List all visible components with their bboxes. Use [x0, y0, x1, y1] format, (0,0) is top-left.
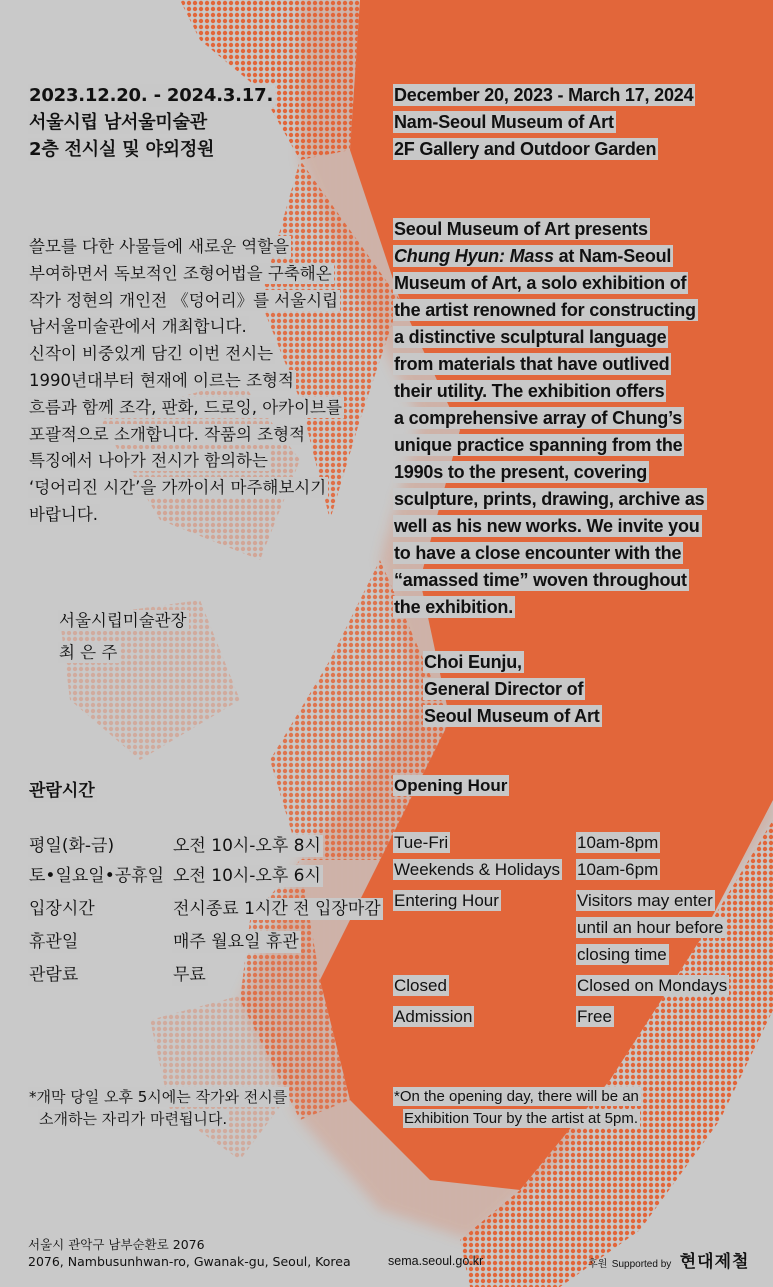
intro-ko-line: 포괄적으로 소개합니다. 작품의 조형적 [29, 424, 306, 444]
exhibition-title-italic: Chung Hyun: Mass [394, 246, 554, 266]
hours-label: 평일(화-금) [29, 836, 115, 856]
intro-en-line: to have a close encounter with the [394, 543, 682, 563]
hours-value: 매주 월요일 휴관 [173, 932, 299, 952]
hours-value: 오전 10시-오후 8시 [173, 836, 321, 856]
hours-value: Free [577, 1007, 612, 1026]
intro-en-line: from materials that have outlived [394, 354, 670, 374]
hours-title-en: Opening Hour [394, 776, 508, 795]
intro-en-line: unique practice spanning from the [394, 435, 683, 455]
intro-ko-line: 1990년대부터 현재에 이르는 조형적 [29, 370, 294, 390]
intro-en-line: the exhibition. [394, 597, 514, 617]
hours-title-ko: 관람시간 [29, 781, 95, 801]
intro-ko-line: 쓸모를 다한 사물들에 새로운 역할을 [29, 237, 290, 256]
sponsor-label-en: Supported by [611, 1259, 672, 1270]
hours-row [393, 829, 450, 856]
hours-label: 휴관일 [29, 932, 79, 952]
signature-org-en: Seoul Museum of Art [424, 706, 600, 726]
intro-en-line: the artist renowned for constructing [394, 300, 696, 320]
hours-row [393, 887, 501, 914]
intro-ko-line: ‘덩어리진 시간’을 가까이서 마주해보시기 [29, 478, 327, 498]
sponsor [588, 1247, 749, 1272]
signature-name-ko: 최 은 주 [59, 643, 118, 662]
intro-ko-line: 특징에서 나아가 전시가 함의하는 [29, 451, 268, 471]
hours-label: Tue-Fri [394, 833, 449, 852]
opening-note-en: Exhibition Tour by the artist at 5pm. [404, 1110, 639, 1127]
location-ko: 2층 전시실 및 야외정원 [29, 139, 215, 160]
opening-note-ko: 소개하는 자리가 마련됩니다. [39, 1110, 228, 1128]
address-ko: 서울시 관악구 남부순환로 2076 [28, 1237, 205, 1252]
hours-value: 10am-6pm [577, 860, 659, 879]
intro-ko-line: 부여하면서 독보적인 조형어법을 구축해온 [29, 263, 332, 283]
hours-value: closing time [577, 945, 667, 964]
hours-label: Entering Hour [394, 891, 499, 910]
signature-name-en: Choi Eunju, [424, 652, 522, 672]
hours-label: Weekends & Holidays [394, 860, 560, 879]
intro-en-line: at Nam-Seoul [553, 246, 672, 266]
hours-label: 입장시간 [29, 899, 95, 919]
intro-ko-line: 작가 정현의 개인전 《덩어리》를 서울시립 [29, 290, 339, 310]
hours-row [393, 1003, 474, 1030]
intro-ko-line: 바랍니다. [29, 504, 99, 524]
location-en: 2F Gallery and Outdoor Garden [394, 139, 657, 159]
intro-en-line: a comprehensive array of Chung’s [394, 408, 683, 428]
opening-note-ko: *개막 당일 오후 5시에는 작가와 전시를 [29, 1088, 288, 1106]
hours-label: Closed [394, 976, 447, 995]
hours-label: 토•일요일•공휴일 [29, 866, 165, 886]
hours-value: Visitors may enter [577, 891, 713, 910]
sponsor-label-ko: 후원 [588, 1259, 608, 1270]
opening-note-en: *On the opening day, there will be an [394, 1088, 639, 1105]
hours-value: 전시종료 1시간 전 입장마감 [173, 899, 381, 919]
hours-label: Admission [394, 1007, 473, 1026]
venue-ko: 서울시립 남서울미술관 [29, 112, 207, 133]
intro-en-line: “amassed time” woven throughout [394, 570, 687, 590]
intro-ko-line: 신작이 비중있게 담긴 이번 전시는 [29, 344, 274, 364]
hours-row [393, 856, 562, 883]
website-link[interactable]: sema.seoul.go.kr [388, 1254, 484, 1268]
address-en: 2076, Nambusunhwan-ro, Gwanak-gu, Seoul, Korea [28, 1254, 351, 1269]
intro-en-line: well as his new works. We invite you [394, 516, 700, 536]
hours-value: 오전 10시-오후 6시 [173, 866, 321, 886]
hours-value: 무료 [173, 965, 206, 985]
intro-en-line: sculpture, prints, drawing, archive as [394, 489, 705, 509]
hours-label: 관람료 [29, 965, 79, 985]
intro-en-line: their utility. The exhibition offers [394, 381, 665, 401]
venue-en: Nam-Seoul Museum of Art [394, 112, 614, 132]
signature-title-ko: 서울시립미술관장 [59, 611, 187, 630]
intro-ko-line: 남서울미술관에서 개최합니다. [29, 317, 247, 337]
intro-ko-line: 흐름과 함께 조각, 판화, 드로잉, 아카이브를 [29, 397, 342, 417]
intro-en-line: 1990s to the present, covering [394, 462, 648, 482]
hours-value: until an hour before [577, 918, 724, 937]
date-en: December 20, 2023 - March 17, 2024 [394, 85, 694, 105]
sponsor-logo: 현대제철 [679, 1252, 750, 1272]
intro-en-line: Museum of Art, a solo exhibition of [394, 273, 687, 293]
date-ko: 2023.12.20. - 2024.3.17. [29, 85, 274, 106]
signature-title-en: General Director of [424, 679, 584, 699]
intro-en-line: a distinctive sculptural language [394, 327, 667, 347]
hours-row [393, 972, 449, 999]
hours-value: Closed on Mondays [577, 976, 728, 995]
hours-value: 10am-8pm [577, 833, 659, 852]
footer-address [28, 1236, 351, 1270]
intro-en-line: Seoul Museum of Art presents [394, 219, 648, 239]
